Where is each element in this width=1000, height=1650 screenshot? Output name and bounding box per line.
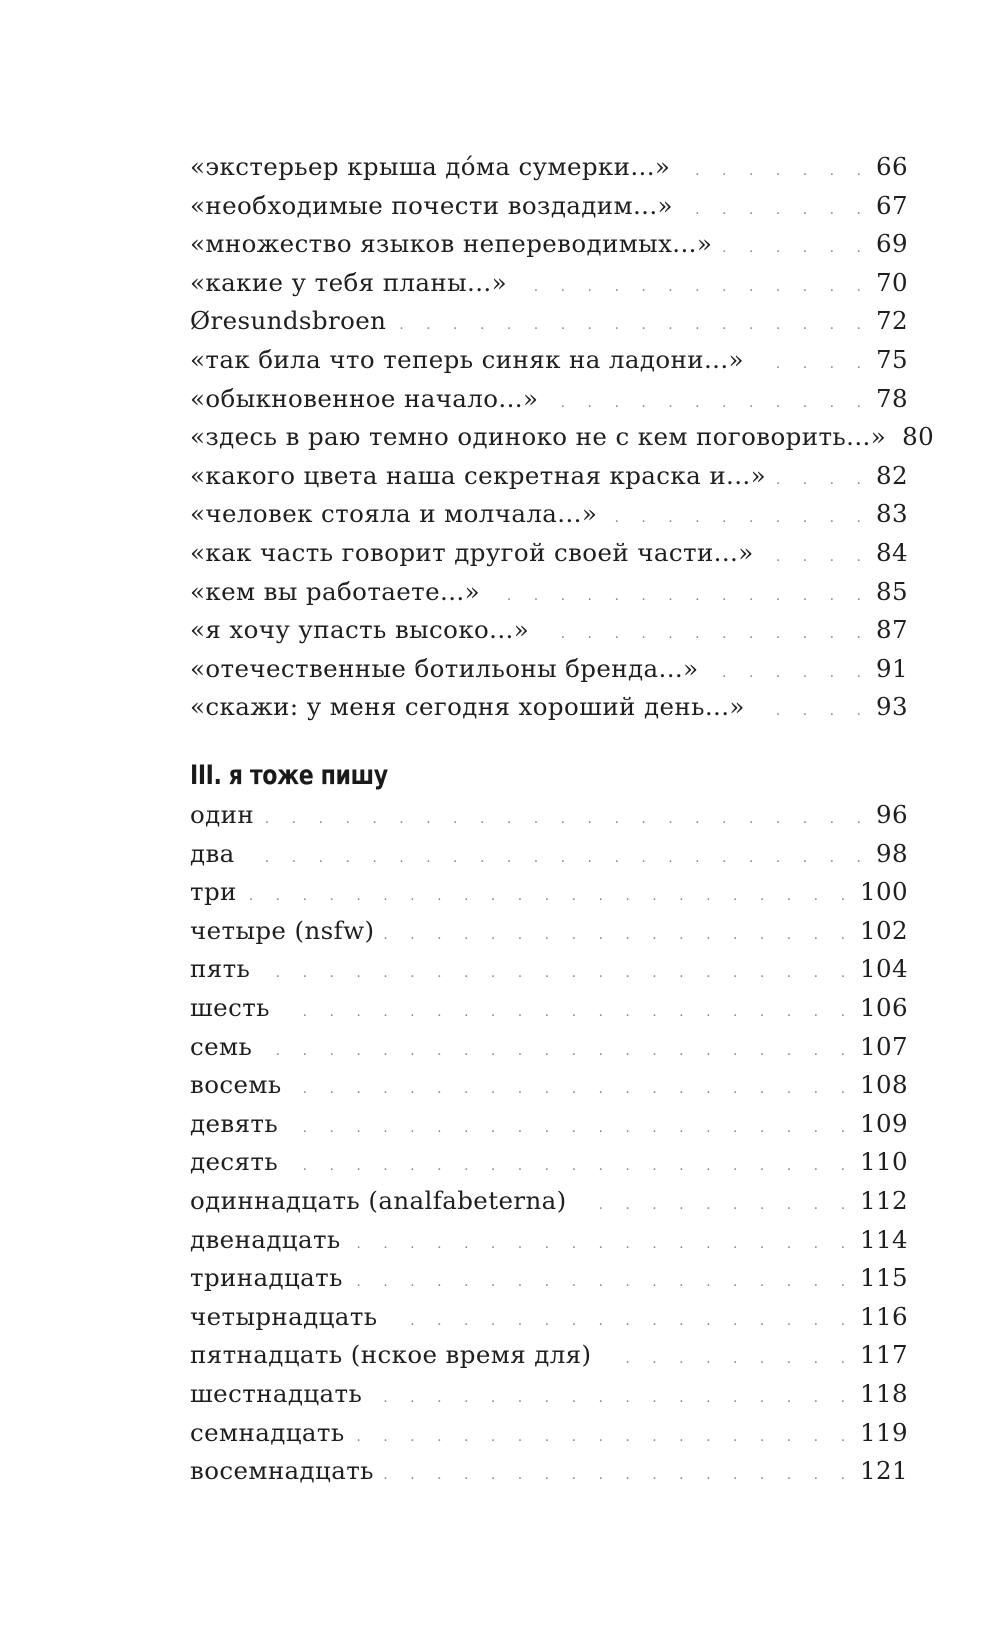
toc-entry-page: 69 bbox=[876, 229, 908, 259]
toc-entry bbox=[190, 1225, 908, 1264]
toc-entry-title: шестнадцать bbox=[190, 1378, 363, 1408]
toc-entry bbox=[190, 1109, 908, 1148]
toc-entry-page: 117 bbox=[860, 1340, 908, 1370]
toc-entry-page: 70 bbox=[876, 267, 908, 297]
dot-leader bbox=[388, 1313, 855, 1329]
toc-entry bbox=[190, 1032, 908, 1071]
toc-entry-page: 82 bbox=[876, 460, 908, 490]
dot-leader bbox=[260, 965, 854, 981]
toc-entry-page: 83 bbox=[876, 499, 908, 529]
dot-leader bbox=[607, 510, 870, 526]
dot-leader bbox=[384, 927, 854, 943]
dot-leader bbox=[708, 665, 870, 681]
toc-entry-title: «так била что теперь синяк на ладони...» bbox=[190, 344, 744, 374]
toc-entry bbox=[190, 1379, 908, 1418]
toc-entry-title: восемнадцать bbox=[190, 1456, 374, 1486]
toc-entry-title: два bbox=[190, 838, 235, 868]
toc-entry-title: «какого цвета наша секретная краска и...» bbox=[190, 460, 767, 490]
toc-entry-page: 96 bbox=[876, 800, 908, 829]
section-heading: III. я тоже пишу bbox=[190, 760, 388, 791]
toc-entry-title: «отечественные ботильоны бренда...» bbox=[190, 653, 699, 683]
toc-entry bbox=[190, 268, 908, 307]
toc-entry-title: двенадцать bbox=[190, 1224, 341, 1254]
dot-leader bbox=[517, 279, 870, 295]
toc-entry-title: тринадцать bbox=[190, 1263, 343, 1293]
toc-entry bbox=[190, 916, 908, 955]
toc-entry bbox=[190, 152, 908, 191]
toc-entry bbox=[190, 954, 908, 993]
toc-entry-title: три bbox=[190, 877, 237, 907]
toc-entry-title: восемь bbox=[190, 1070, 282, 1100]
toc-entry-title: «множество языков непереводимых...» bbox=[190, 229, 713, 259]
toc-entry-title: семь bbox=[190, 1031, 253, 1061]
toc-entry-title: «человек стояла и молчала...» bbox=[190, 499, 598, 529]
toc-entry bbox=[190, 1070, 908, 1109]
toc-entry-title: одиннадцать (analfabeterna) bbox=[190, 1185, 567, 1215]
toc-entry-title: один bbox=[190, 800, 255, 829]
toc-entry bbox=[190, 692, 908, 731]
dot-leader bbox=[247, 888, 854, 904]
toc-entry-title: «скажи: у меня сегодня хороший день...» bbox=[190, 692, 745, 722]
toc-entry-page: 110 bbox=[860, 1147, 908, 1177]
toc-entry-page: 115 bbox=[860, 1263, 908, 1293]
toc-entry-title: «я хочу упасть высоко...» bbox=[190, 615, 530, 645]
toc-entry-page: 114 bbox=[860, 1224, 908, 1254]
table-of-contents-section-3 bbox=[190, 800, 908, 1495]
toc-entry bbox=[190, 1340, 908, 1379]
toc-entry bbox=[190, 229, 908, 268]
toc-entry bbox=[190, 422, 935, 461]
toc-entry-page: 85 bbox=[876, 576, 908, 606]
dot-leader bbox=[776, 472, 870, 488]
toc-entry bbox=[190, 1263, 908, 1302]
dot-leader bbox=[548, 395, 870, 411]
toc-entry-page: 66 bbox=[876, 152, 908, 181]
dot-leader bbox=[384, 1467, 854, 1483]
dot-leader bbox=[288, 1120, 854, 1136]
toc-entry bbox=[190, 461, 908, 500]
dot-leader bbox=[602, 1351, 855, 1367]
toc-entry-title: «обыкновенное начало...» bbox=[190, 383, 539, 413]
dot-leader bbox=[353, 1274, 854, 1290]
toc-entry bbox=[190, 1186, 908, 1225]
toc-entry-page: 67 bbox=[876, 190, 908, 220]
dot-leader bbox=[288, 1158, 854, 1174]
toc-entry-page: 108 bbox=[860, 1070, 908, 1100]
toc-entry bbox=[190, 191, 908, 230]
dot-leader bbox=[683, 202, 870, 218]
dot-leader bbox=[722, 240, 870, 256]
toc-entry-page: 91 bbox=[876, 653, 908, 683]
toc-entry bbox=[190, 1456, 908, 1495]
toc-entry-page: 80 bbox=[902, 422, 935, 452]
dot-leader bbox=[355, 1429, 854, 1445]
toc-entry-page: 102 bbox=[860, 915, 908, 945]
dot-leader bbox=[262, 1043, 854, 1059]
toc-entry-page: 107 bbox=[860, 1031, 908, 1061]
toc-entry-title: «какие у тебя планы...» bbox=[190, 267, 507, 297]
toc-entry-title: «экстерьер крыша до́ма сумерки...» bbox=[190, 152, 671, 181]
toc-entry-page: 78 bbox=[876, 383, 908, 413]
toc-entry bbox=[190, 877, 908, 916]
toc-entry-title: семнадцать bbox=[190, 1417, 345, 1447]
toc-entry-title: четыре (nsfw) bbox=[190, 915, 375, 945]
dot-leader bbox=[490, 588, 870, 604]
dot-leader bbox=[245, 850, 870, 866]
dot-leader bbox=[292, 1081, 854, 1097]
toc-entry-page: 118 bbox=[860, 1378, 908, 1408]
dot-leader bbox=[539, 626, 870, 642]
toc-entry-page: 112 bbox=[860, 1185, 908, 1215]
dot-leader bbox=[754, 356, 870, 372]
toc-entry-page: 106 bbox=[860, 992, 908, 1022]
dot-leader bbox=[396, 317, 870, 333]
dot-leader bbox=[577, 1197, 854, 1213]
dot-leader bbox=[264, 811, 870, 827]
toc-entry-page: 93 bbox=[876, 692, 908, 722]
toc-entry bbox=[190, 306, 908, 345]
toc-entry-title: пятнадцать (нское время для) bbox=[190, 1340, 592, 1370]
toc-entry bbox=[190, 1147, 908, 1186]
toc-entry-page: 75 bbox=[876, 344, 908, 374]
dot-leader bbox=[280, 1004, 854, 1020]
toc-entry-title: Øresundsbroen bbox=[190, 306, 387, 336]
dot-leader bbox=[351, 1236, 854, 1252]
toc-entry-page: 104 bbox=[860, 954, 908, 984]
toc-entry-page: 109 bbox=[860, 1108, 908, 1138]
toc-entry-title: «как часть говорит другой своей части...» bbox=[190, 537, 754, 567]
toc-entry-title: четырнадцать bbox=[190, 1301, 378, 1331]
toc-entry bbox=[190, 1418, 908, 1457]
dot-leader bbox=[764, 549, 870, 565]
dot-leader bbox=[680, 163, 870, 179]
toc-entry-title: «кем вы работаете...» bbox=[190, 576, 480, 606]
dot-leader bbox=[755, 703, 870, 719]
toc-entry bbox=[190, 499, 908, 538]
toc-entry bbox=[190, 345, 908, 384]
toc-entry-page: 98 bbox=[876, 838, 908, 868]
toc-entry bbox=[190, 1302, 908, 1341]
toc-entry-title: «здесь в раю темно одиноко не с кем поговорить...» bbox=[190, 422, 887, 452]
toc-entry-title: шесть bbox=[190, 992, 270, 1022]
toc-entry bbox=[190, 615, 908, 654]
toc-entry-page: 72 bbox=[876, 306, 908, 336]
toc-entry bbox=[190, 384, 908, 423]
table-of-contents-continued bbox=[190, 152, 935, 731]
toc-entry-page: 119 bbox=[860, 1417, 908, 1447]
toc-entry-page: 84 bbox=[876, 537, 908, 567]
toc-entry-title: десять bbox=[190, 1147, 279, 1177]
toc-entry-title: девять bbox=[190, 1108, 279, 1138]
toc-entry bbox=[190, 839, 908, 878]
toc-entry bbox=[190, 577, 908, 616]
toc-entry-title: «необходимые почести воздадим...» bbox=[190, 190, 673, 220]
toc-entry bbox=[190, 800, 908, 839]
toc-entry-page: 116 bbox=[860, 1301, 908, 1331]
toc-entry-page: 87 bbox=[876, 615, 908, 645]
dot-leader bbox=[372, 1390, 854, 1406]
toc-entry bbox=[190, 993, 908, 1032]
toc-entry-page: 100 bbox=[860, 877, 908, 907]
toc-entry bbox=[190, 654, 908, 693]
toc-entry-title: пять bbox=[190, 954, 251, 984]
toc-entry-page: 121 bbox=[860, 1456, 908, 1486]
toc-entry bbox=[190, 538, 908, 577]
